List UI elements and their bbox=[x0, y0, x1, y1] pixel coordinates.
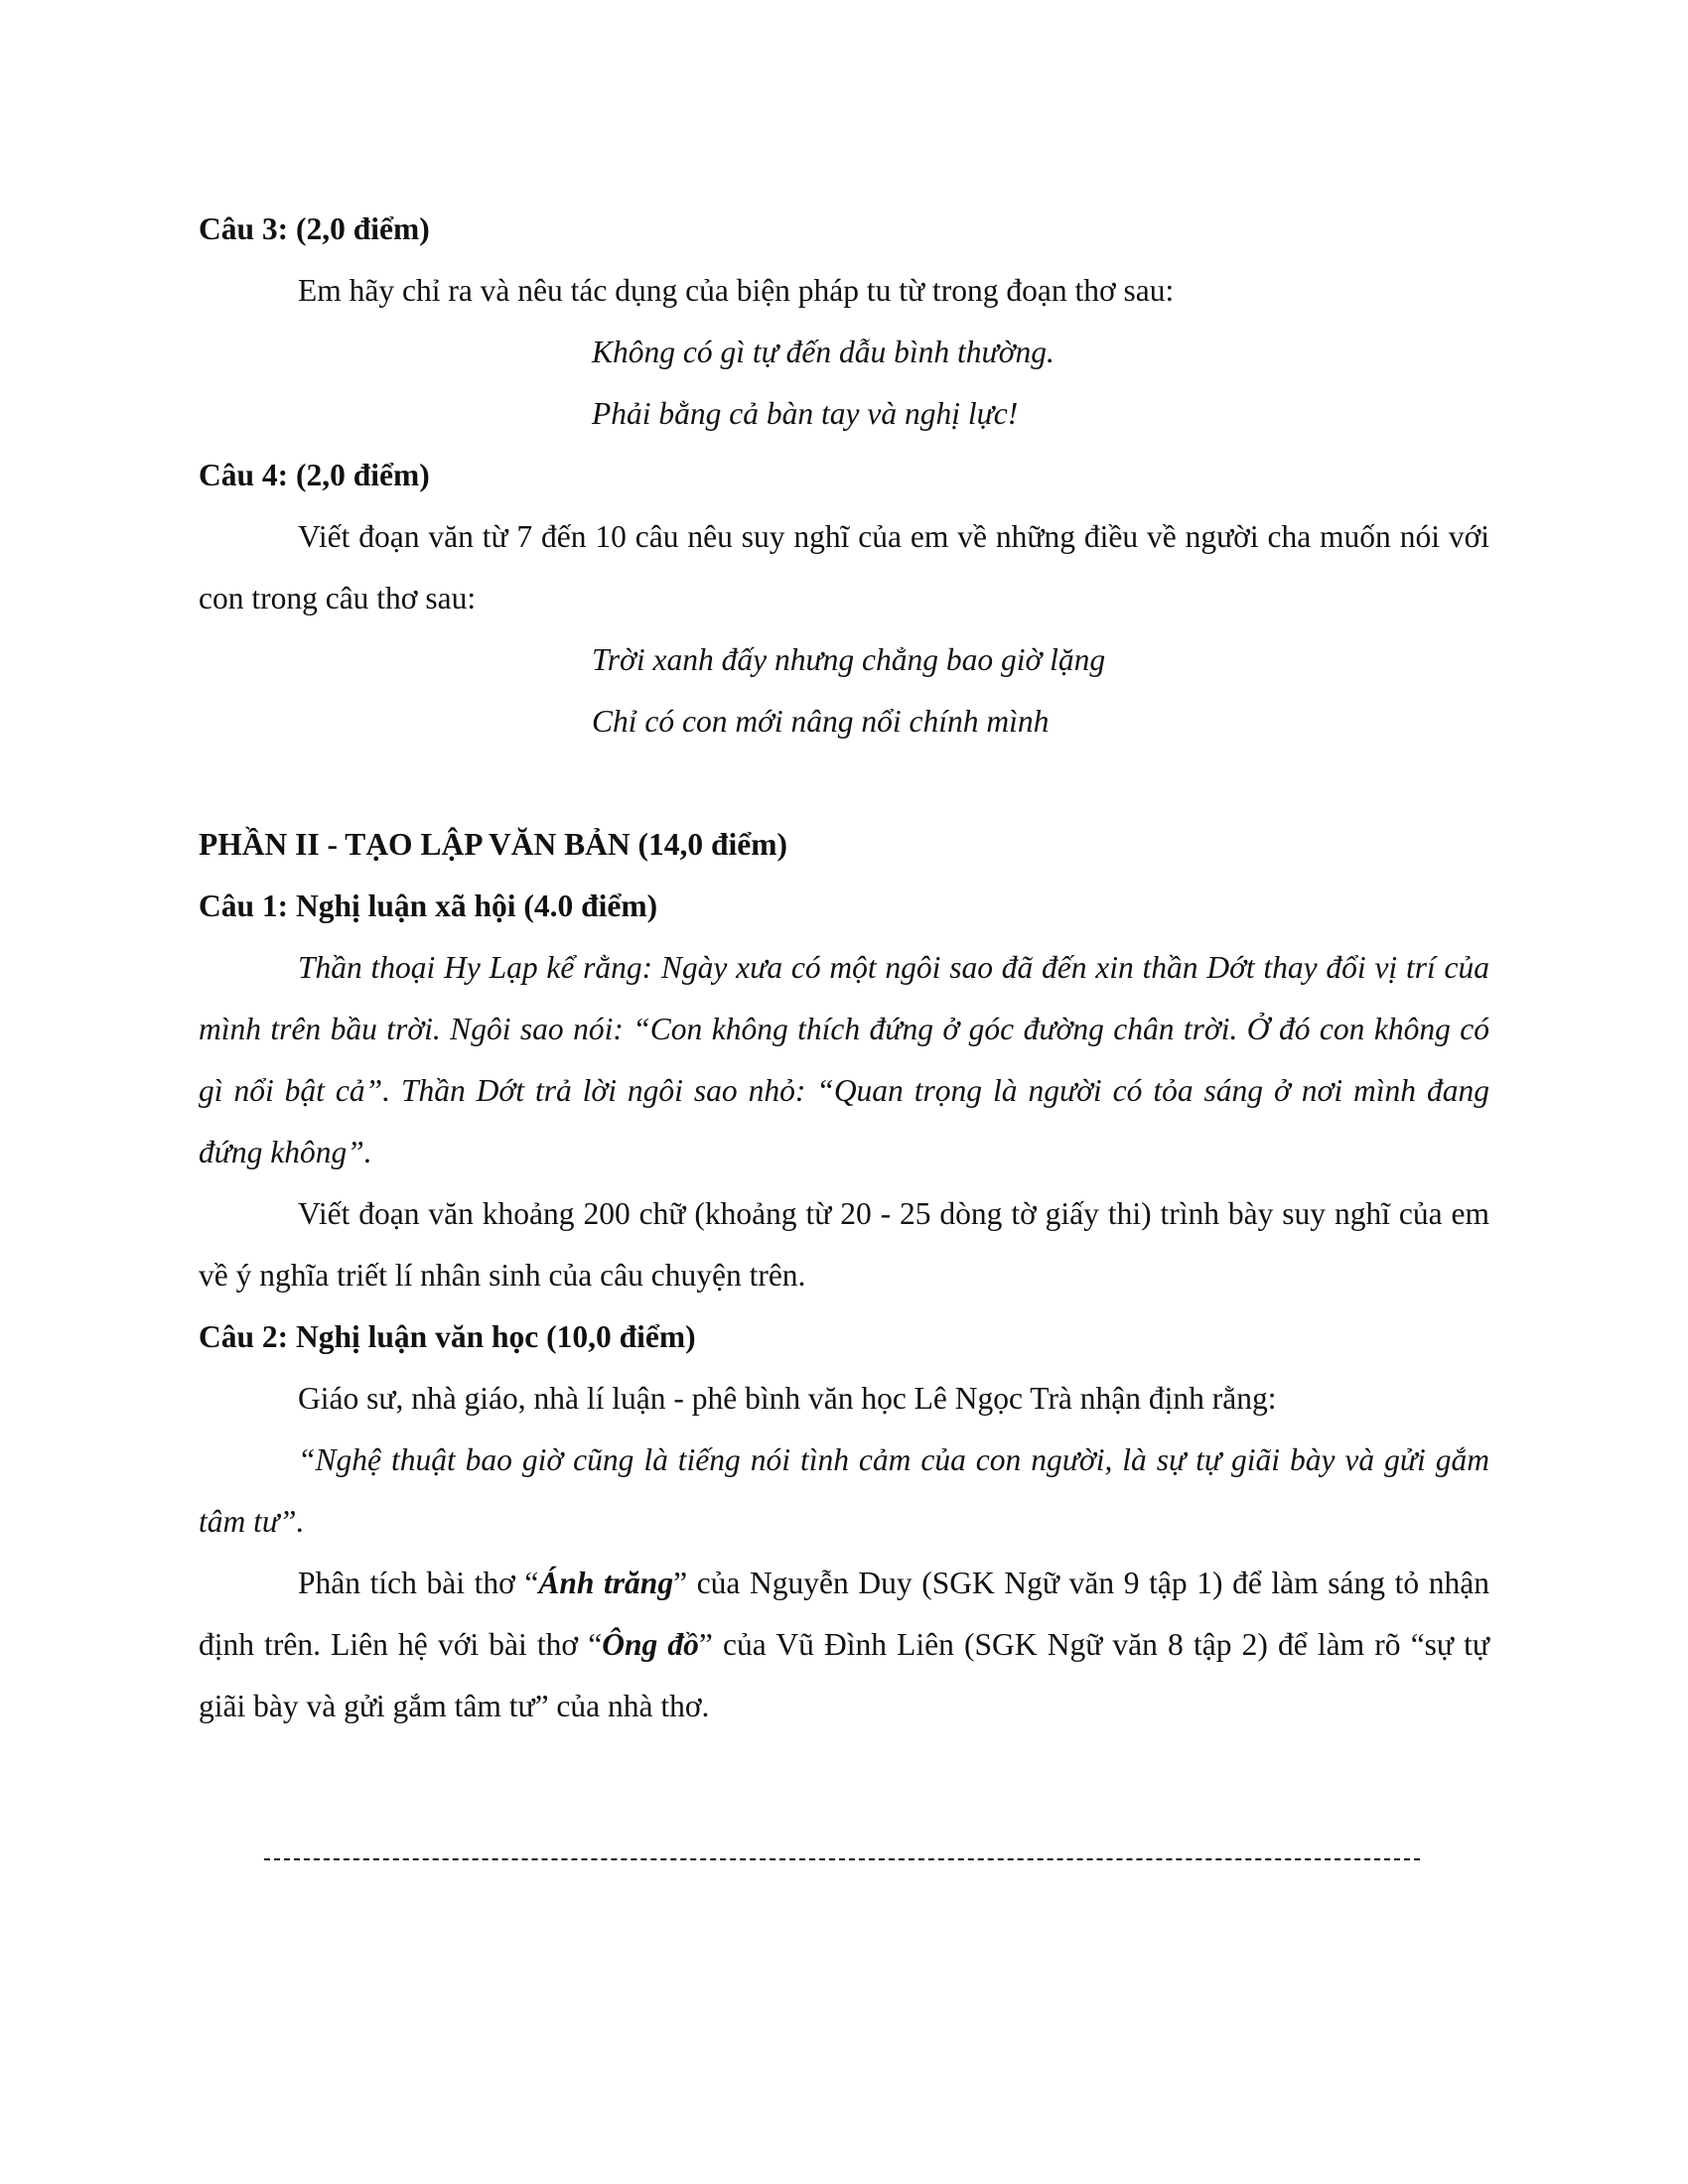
section-2-question-1-title: Câu 1: Nghị luận xã hội (4.0 điểm) bbox=[199, 888, 658, 923]
question-4-title: Câu 4: (2,0 điểm) bbox=[199, 458, 430, 492]
question-3-verse-line-2: Phải bằng cả bàn tay và nghị lực! bbox=[592, 396, 1019, 431]
question-4-verse-line-2: Chỉ có con mới nâng nổi chính mình bbox=[592, 704, 1050, 739]
task-text-part-1: Phân tích bài thơ “ bbox=[298, 1566, 539, 1600]
section-gap bbox=[199, 752, 1489, 814]
question-3-title: Câu 3: (2,0 điểm) bbox=[199, 211, 430, 246]
section-2-question-1-task: Viết đoạn văn khoảng 200 chữ (khoảng từ 20 - 25 dòng tờ giấy thi) trình bày suy nghĩ của em về ý nghĩa triết lí nhân sinh của câu chuyện trên. bbox=[199, 1196, 1489, 1293]
poem-title-ong-do: Ông đồ bbox=[602, 1627, 699, 1662]
section-2-question-2-quote: “Nghệ thuật bao giờ cũng là tiếng nói tình cảm của con người, là sự tự giãi bày và gửi gắm tâm tư”. bbox=[199, 1442, 1489, 1539]
question-3-prompt: Em hãy chỉ ra và nêu tác dụng của biện pháp tu từ trong đoạn thơ sau: bbox=[298, 273, 1175, 308]
end-divider bbox=[264, 1858, 1420, 1860]
section-2-question-2-title: Câu 2: Nghị luận văn học (10,0 điểm) bbox=[199, 1319, 696, 1354]
section-2-question-1-story: Thần thoại Hy Lạp kể rằng: Ngày xưa có một ngôi sao đã đến xin thần Dớt thay đổi vị trí của mình trên bầu trời. Ngôi sao nói: “Con không thích đứng ở góc đường chân trời. Ở đó con không có gì nổi bật cả”. Thần Dớt trả lời ngôi sao nhỏ: “Quan trọng là người có tỏa sáng ở nơi mình đang đứng không”. bbox=[199, 950, 1489, 1169]
section-2-question-2-intro: Giáo sư, nhà giáo, nhà lí luận - phê bình văn học Lê Ngọc Trà nhận định rằng: bbox=[298, 1381, 1277, 1416]
question-3-verse-line-1: Không có gì tự đến dẫu bình thường. bbox=[592, 335, 1055, 369]
task-text-part-3: ” của Vũ Đình Liên (SGK Ngữ văn 8 tập 2) để làm rõ “sự tự giãi bày và gửi gắm tâm tư” của nhà thơ. bbox=[199, 1627, 1489, 1723]
section-2-question-2-task bbox=[199, 1553, 1489, 1737]
section-2-title: PHẦN II - TẠO LẬP VĂN BẢN (14,0 điểm) bbox=[199, 827, 787, 862]
question-4-verse-line-1: Trời xanh đấy nhưng chẳng bao giờ lặng bbox=[592, 642, 1106, 677]
question-4-prompt: Viết đoạn văn từ 7 đến 10 câu nêu suy nghĩ của em về những điều về người cha muốn nói với con trong câu thơ sau: bbox=[199, 519, 1489, 615]
task-text-part-2: ” của Nguyễn Duy (SGK Ngữ văn 9 tập 1) để làm sáng tỏ nhận định trên. Liên hệ với bài thơ “ bbox=[199, 1566, 1490, 1662]
poem-title-anh-trang: Ánh trăng bbox=[538, 1566, 674, 1600]
exam-page bbox=[199, 199, 1489, 1737]
